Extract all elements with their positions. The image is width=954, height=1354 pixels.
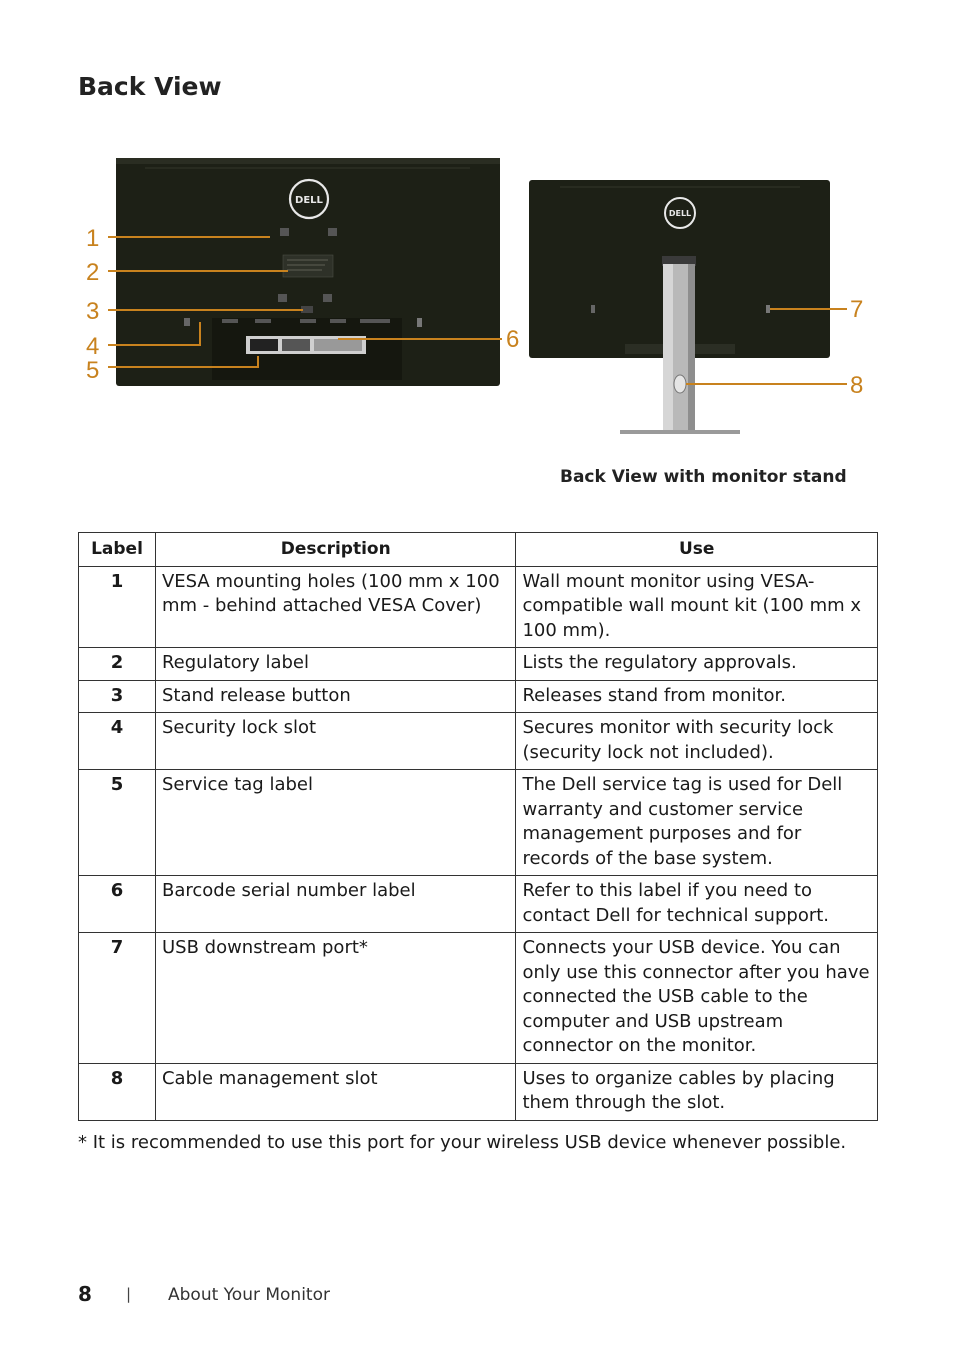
row-description: Barcode serial number label [155,876,516,933]
callout-3: 3 [86,298,100,325]
header-use: Use [516,533,878,567]
row-label: 4 [79,713,156,770]
figure-caption: Back View with monitor stand [560,467,847,487]
page-number: 8 [78,1282,92,1306]
callout-7: 7 [850,296,864,323]
table-header-row [79,533,878,567]
row-description: VESA mounting holes (100 mm x 100 mm - behind attached VESA Cover) [155,566,516,648]
row-use: Secures monitor with security lock (security lock not included). [516,713,878,770]
table-row [79,770,878,876]
callout-4: 4 [86,333,100,360]
row-use: Lists the regulatory approvals. [516,648,878,681]
row-label: 8 [79,1063,156,1120]
row-use: The Dell service tag is used for Dell warranty and customer service management purposes and for records of the base system. [516,770,878,876]
table-row [79,566,878,648]
dell-logo-left: DELL [295,195,323,206]
table-row [79,713,878,770]
callout-2: 2 [86,259,100,286]
row-description: Regulatory label [155,648,516,681]
row-label: 6 [79,876,156,933]
callout-6: 6 [506,326,520,353]
footer-section-name: About Your Monitor [168,1285,330,1305]
footer-separator: | [126,1285,132,1303]
monitor-back-with-stand [529,180,830,434]
row-use: Wall mount monitor using VESA-compatible wall mount kit (100 mm x 100 mm). [516,566,878,648]
footnote: * It is recommended to use this port for your wireless USB device whenever possible. [78,1132,847,1153]
row-use: Connects your USB device. You can only use this connector after you have connected the USB cable to the computer and USB upstream connector on the monitor. [516,933,878,1064]
table-row [79,648,878,681]
row-label: 1 [79,566,156,648]
callout-5: 5 [86,357,100,384]
dell-logo-right: DELL [668,209,692,218]
row-use: Releases stand from monitor. [516,680,878,713]
header-description: Description [155,533,516,567]
row-use: Uses to organize cables by placing them through the slot. [516,1063,878,1120]
row-description: Service tag label [155,770,516,876]
back-view-table [78,532,878,1121]
row-label: 2 [79,648,156,681]
row-description: Stand release button [155,680,516,713]
table-row [79,680,878,713]
row-description: Security lock slot [155,713,516,770]
row-label: 5 [79,770,156,876]
table-row [79,933,878,1064]
row-label: 7 [79,933,156,1064]
row-description: Cable management slot [155,1063,516,1120]
back-view-illustration [0,140,954,450]
callout-8: 8 [850,372,864,399]
table-row [79,876,878,933]
row-description: USB downstream port* [155,933,516,1064]
table-row [79,1063,878,1120]
header-label: Label [79,533,156,567]
callout-1: 1 [86,225,100,252]
page-title: Back View [78,72,222,101]
row-label: 3 [79,680,156,713]
row-use: Refer to this label if you need to contact Dell for technical support. [516,876,878,933]
